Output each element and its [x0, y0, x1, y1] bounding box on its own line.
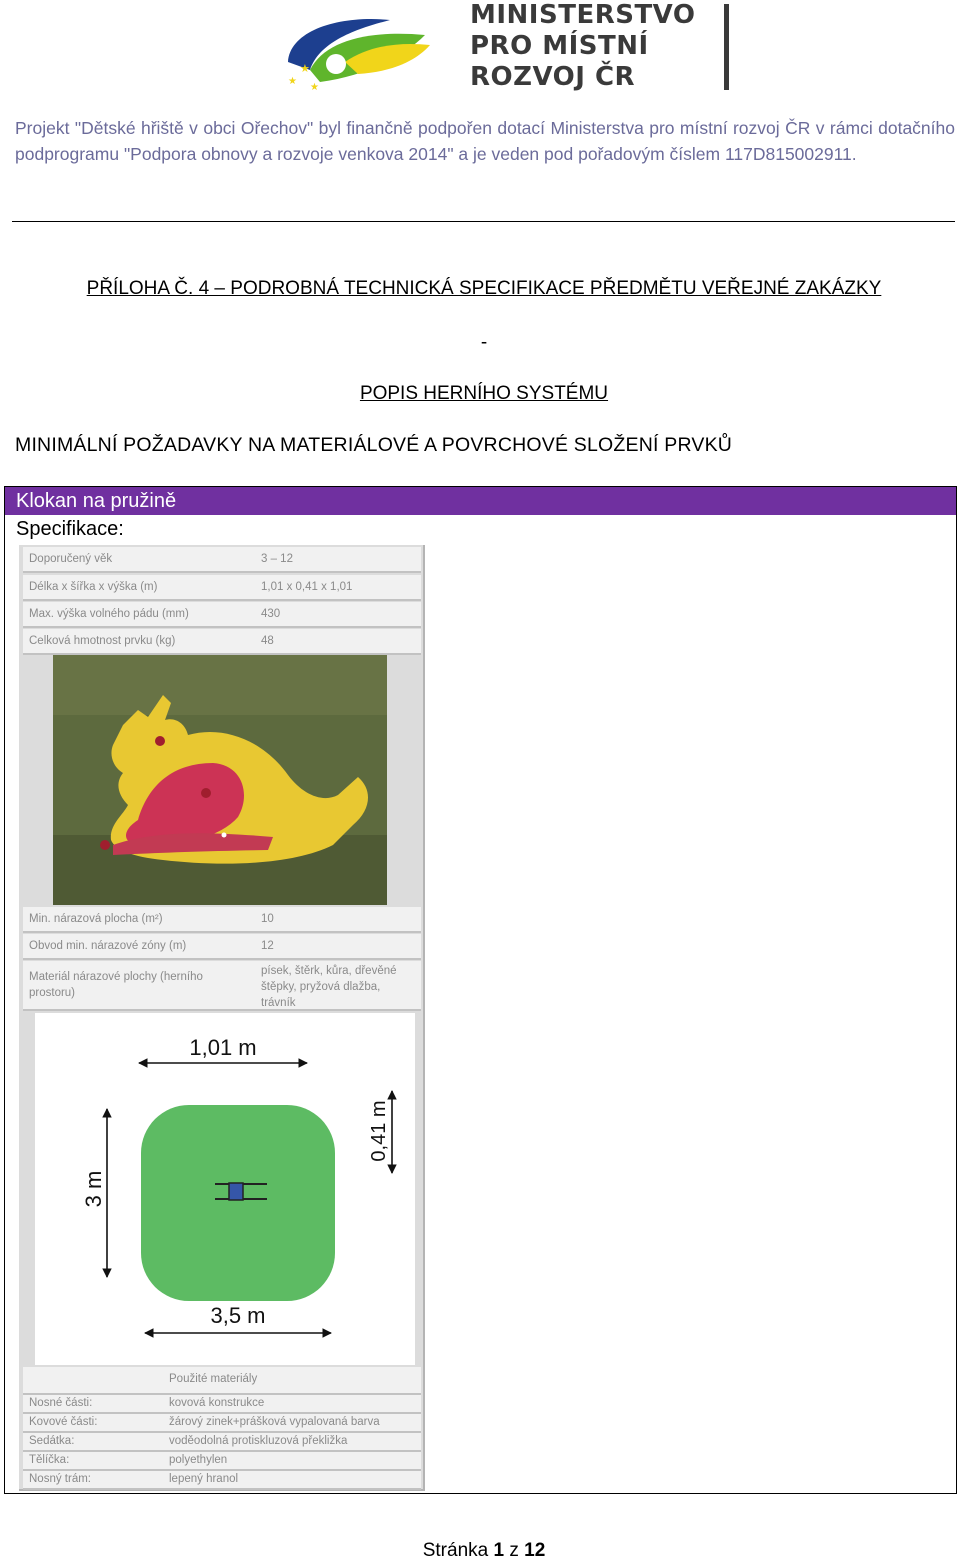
material-part: Kovové části: — [29, 1416, 98, 1428]
current-page: 1 — [493, 1540, 505, 1561]
svg-text:★: ★ — [288, 76, 297, 87]
materials-title: Použité materiály — [169, 1373, 258, 1385]
material-value: polyethylen — [169, 1454, 228, 1466]
layout-plan — [35, 1013, 415, 1365]
item-name: Klokan na pružině — [5, 487, 956, 515]
material-row — [23, 1433, 421, 1452]
svg-text:★: ★ — [300, 62, 310, 75]
spec-label: Specifikace: — [16, 518, 124, 540]
kangaroo-photo — [53, 655, 387, 905]
spec-key: Celková hmotnost prvku (kg) — [29, 635, 176, 647]
impact-value: písek, štěrk, kůra, dřevěné štěpky, pryžová dlažba, trávník — [261, 965, 397, 1009]
spec-value: 3 – 12 — [261, 553, 293, 565]
impact-key: Obvod min. nárazové zóny (m) — [29, 940, 187, 952]
materials-header — [23, 1367, 421, 1395]
spec-key: Doporučený věk — [29, 553, 113, 565]
spec-key: Délka x šířka x výška (m) — [29, 581, 158, 593]
ministry-name-line-3: ROZVOJ ČR — [470, 62, 636, 92]
ministry-name-line-1: MINISTERSTVO — [470, 0, 696, 30]
funding-statement: Projekt "Dětské hřiště v obci Ořechov" byl finančně podpořen dotací Ministerstva pro místní rozvoj ČR v rámci dotačního podprogramu "Podpora obnovy a rozvoje venkova 2014" a je veden pod pořadovým číslem 117D815002911. — [15, 118, 955, 164]
material-value: voděodolná protiskluzová překližka — [169, 1435, 348, 1447]
material-value: žárový zinek+prášková vypalovaná barva — [169, 1416, 380, 1428]
material-row — [23, 1395, 421, 1414]
footer-prefix: Stránka — [422, 1540, 489, 1561]
depth-label: 0,41 m — [368, 1100, 390, 1162]
title-dash: - — [480, 332, 488, 353]
footer-of: z — [509, 1540, 519, 1561]
spec-row — [23, 629, 421, 655]
material-row — [23, 1452, 421, 1471]
kangaroo-icon — [53, 655, 387, 905]
width-label: 1,01 m — [189, 1035, 257, 1060]
material-value: lepený hranol — [169, 1473, 239, 1485]
material-value: kovová konstrukce — [169, 1397, 265, 1409]
spec-row — [23, 547, 421, 573]
impact-value: 10 — [261, 913, 274, 925]
impact-key: Min. nárazová plocha (m²) — [29, 913, 163, 925]
material-part: Sedátka: — [29, 1435, 75, 1447]
ministry-emblem-icon — [280, 0, 440, 100]
impact-value: 12 — [261, 940, 274, 952]
svg-text:★: ★ — [310, 82, 319, 93]
ministry-name-line-2: PRO MÍSTNÍ — [470, 31, 649, 61]
safety-zone-diagram — [35, 1013, 415, 1365]
spec-key: Max. výška volného pádu (mm) — [29, 608, 189, 620]
material-part: Nosný trám: — [29, 1473, 91, 1485]
material-row — [23, 1414, 421, 1433]
material-row — [23, 1471, 421, 1490]
impact-row — [23, 934, 421, 960]
spec-value: 430 — [261, 608, 281, 620]
impact-key: Materiál nárazové plochy (herního prostoru) — [29, 971, 203, 999]
total-pages: 12 — [524, 1540, 546, 1561]
header-divider — [12, 221, 955, 222]
item-card — [4, 486, 957, 1494]
material-part: Tělíčka: — [29, 1454, 70, 1466]
section-subtitle: POPIS HERNÍHO SYSTÉMU — [359, 383, 609, 404]
annex-title: PŘÍLOHA Č. 4 – PODROBNÁ TECHNICKÁ SPECIFIKACE PŘEDMĚTU VEŘEJNÉ ZAKÁZKY — [86, 278, 882, 299]
zone-height-label: 3 m — [81, 1170, 106, 1208]
spec-row — [23, 602, 421, 628]
spec-value: 1,01 x 0,41 x 1,01 — [261, 581, 353, 593]
spec-sheet — [19, 545, 425, 1491]
page-footer — [0, 1540, 960, 1562]
ministry-name — [470, 0, 695, 93]
zone-width-label: 3,5 m — [210, 1303, 266, 1328]
impact-row — [23, 907, 421, 933]
spec-row — [23, 575, 421, 601]
impact-row — [23, 961, 421, 1011]
min-requirements-heading: MINIMÁLNÍ POŽADAVKY NA MATERIÁLOVÉ A POVRCHOVÉ SLOŽENÍ PRVKŮ — [15, 434, 733, 456]
logo-divider — [724, 4, 729, 90]
spec-value: 48 — [261, 635, 274, 647]
material-part: Nosné části: — [29, 1397, 93, 1409]
